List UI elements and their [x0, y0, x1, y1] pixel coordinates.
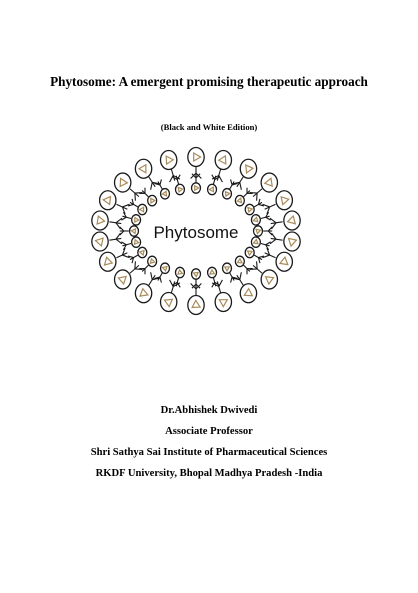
inner-ring-molecule	[128, 199, 147, 215]
author-institute: Shri Sathya Sai Institute of Pharmaceutical Sciences	[90, 447, 328, 458]
inner-ring-molecule	[154, 179, 169, 199]
outer-ring-molecule	[92, 211, 122, 230]
outer-ring-molecule	[250, 261, 278, 289]
outer-ring-molecule	[232, 272, 256, 303]
inner-ring-molecule	[121, 212, 140, 225]
inner-ring-molecule	[139, 256, 156, 274]
outer-ring-molecule	[100, 248, 130, 271]
outer-ring-molecule	[270, 211, 300, 230]
outer-ring-molecule	[270, 232, 300, 251]
inner-ring-molecule	[254, 226, 273, 236]
outer-ring-molecule	[100, 191, 130, 214]
outer-ring-molecule	[262, 248, 292, 271]
outer-ring-molecule	[92, 232, 122, 251]
author-university: RKDF University, Bhopal Madhya Pradesh -India	[95, 468, 323, 479]
inner-ring-molecule	[245, 199, 264, 215]
inner-ring-molecule	[223, 263, 238, 283]
phytosome-illustration	[84, 140, 308, 322]
author-position: Associate Professor	[165, 426, 253, 437]
phytosome-center-label: Phytosome	[153, 223, 239, 242]
inner-ring-molecule	[235, 256, 252, 274]
inner-ring-molecule	[120, 226, 139, 236]
inner-ring-molecule	[251, 212, 270, 225]
outer-ring-molecule	[135, 159, 159, 190]
inner-ring-molecule	[172, 267, 184, 287]
inner-ring-molecule	[139, 188, 156, 206]
inner-ring-molecule	[208, 267, 220, 287]
outer-ring-molecule	[115, 261, 143, 289]
book-title: Phytosome: A emergent promising therapeutic approach	[50, 74, 368, 89]
inner-ring-molecule	[172, 175, 184, 195]
outer-ring-molecule	[115, 173, 143, 201]
inner-ring-molecule	[235, 188, 252, 206]
outer-ring-molecule	[262, 191, 292, 214]
outer-ring-molecule	[250, 173, 278, 201]
inner-ring-molecule	[154, 263, 169, 283]
inner-ring-molecule	[251, 237, 270, 250]
inner-ring-molecule	[245, 247, 264, 263]
outer-ring-molecule	[232, 159, 256, 190]
author-name: Dr.Abhishek Dwivedi	[160, 405, 258, 416]
inner-ring-molecule	[208, 175, 220, 195]
inner-ring-molecule	[128, 247, 147, 263]
edition-label: (Black and White Edition)	[160, 122, 258, 132]
inner-ring-molecule	[121, 237, 140, 250]
inner-ring-molecule	[223, 179, 238, 199]
outer-ring-molecule	[135, 272, 159, 303]
